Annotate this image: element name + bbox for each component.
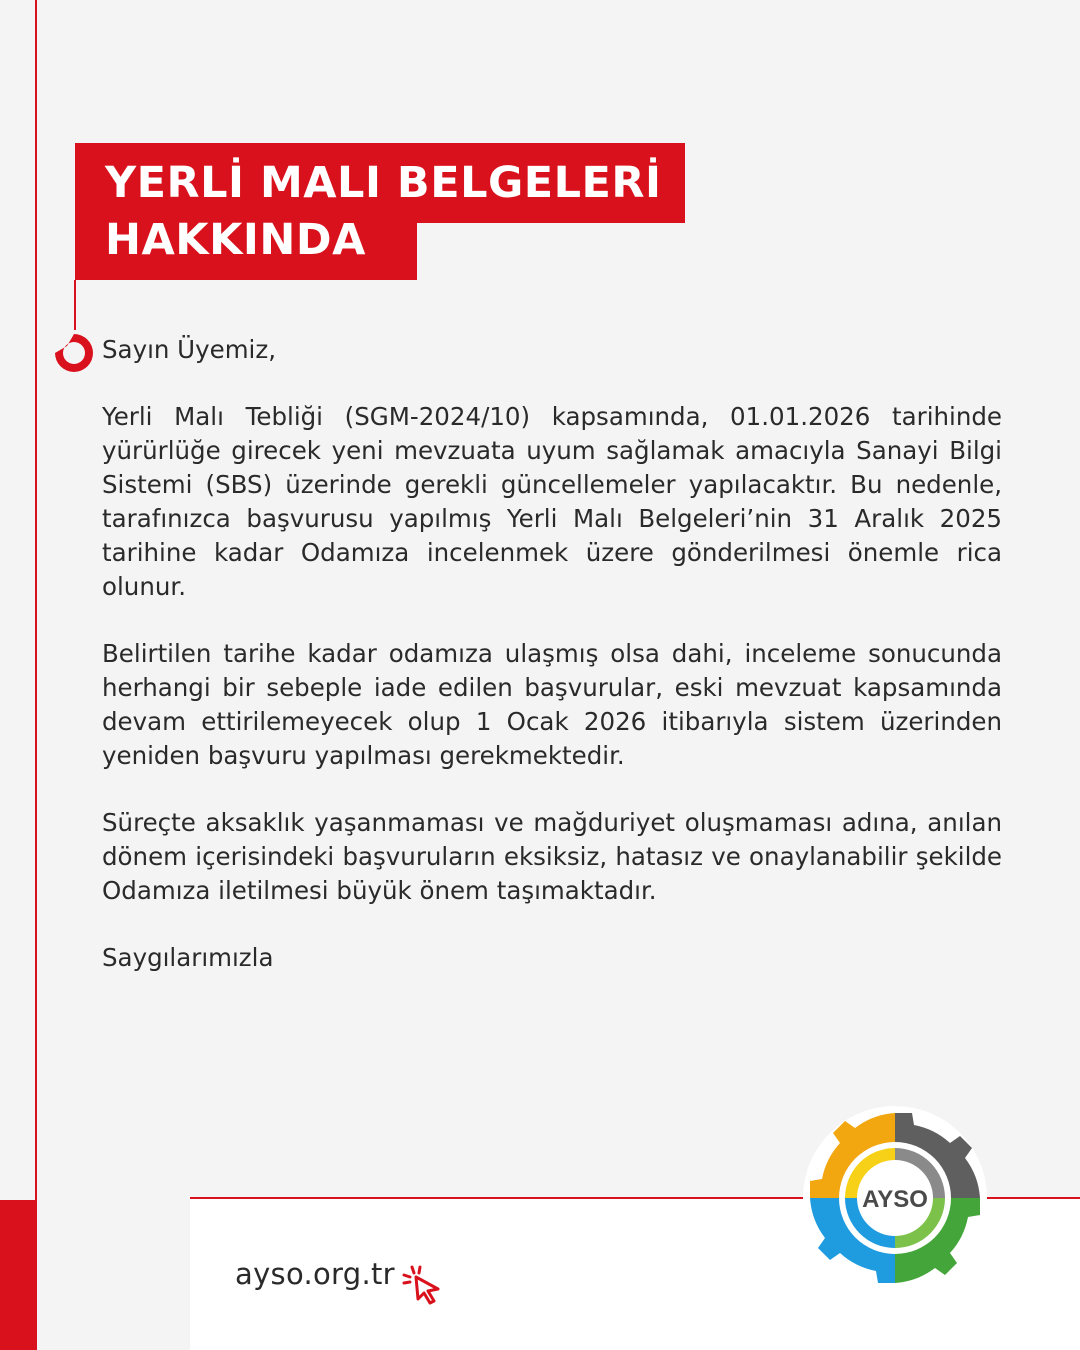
- corner-accent-block: [0, 1200, 36, 1350]
- closing: Saygılarımızla: [102, 943, 274, 972]
- paragraph-2: Belirtilen tarihe kadar odamıza ulaşmış olsa dahi, inceleme sonucunda herhangi bir sebeple iade edilen başvurular, eski mevzuat kapsamında devam ettirilemeyecek olup 1 Ocak 2026 itibarıyla sistem üzerinden yeniden başvuru yapılması gerekmektedir.: [102, 639, 1002, 770]
- cursor-click-icon: [400, 1263, 444, 1307]
- bullet-marker-icon: [51, 330, 97, 376]
- paragraph-1: Yerli Malı Tebliği (SGM-2024/10) kapsamında, 01.01.2026 tarihinde yürürlüğe girecek yeni mevzuata uyum sağlamak amacıyla Sanayi Bilgi Sistemi (SBS) üzerinde gerekli güncellemeler yapılacaktır. Bu nedenle, tarafınızca başvurusu yapılmış Yerli Malı Belgeleri’nin 31 Aralık 2025 tarihine kadar Odamıza incelenmek üzere gönderilmesi önemle rica olunur.: [102, 402, 1002, 601]
- greeting: Sayın Üyemiz,: [102, 335, 277, 364]
- logo-text: AYSO: [862, 1186, 928, 1213]
- letter-body: [102, 333, 1002, 975]
- paragraph-3: Süreçte aksaklık yaşanmaması ve mağduriyet oluşmaması adına, anılan dönem içerisindeki başvuruların eksiksiz, hatasız ve onaylanabilir şekilde Odamıza iletilmesi büyük önem taşımaktadır.: [102, 808, 1002, 905]
- left-border-line: [35, 0, 37, 1350]
- website-link[interactable]: ayso.org.tr: [235, 1257, 395, 1291]
- ayso-gear-logo-icon: [800, 1103, 990, 1293]
- page-title: YERLİ MALI BELGELERİ HAKKINDA: [105, 158, 662, 265]
- title-connector-line: [74, 280, 76, 330]
